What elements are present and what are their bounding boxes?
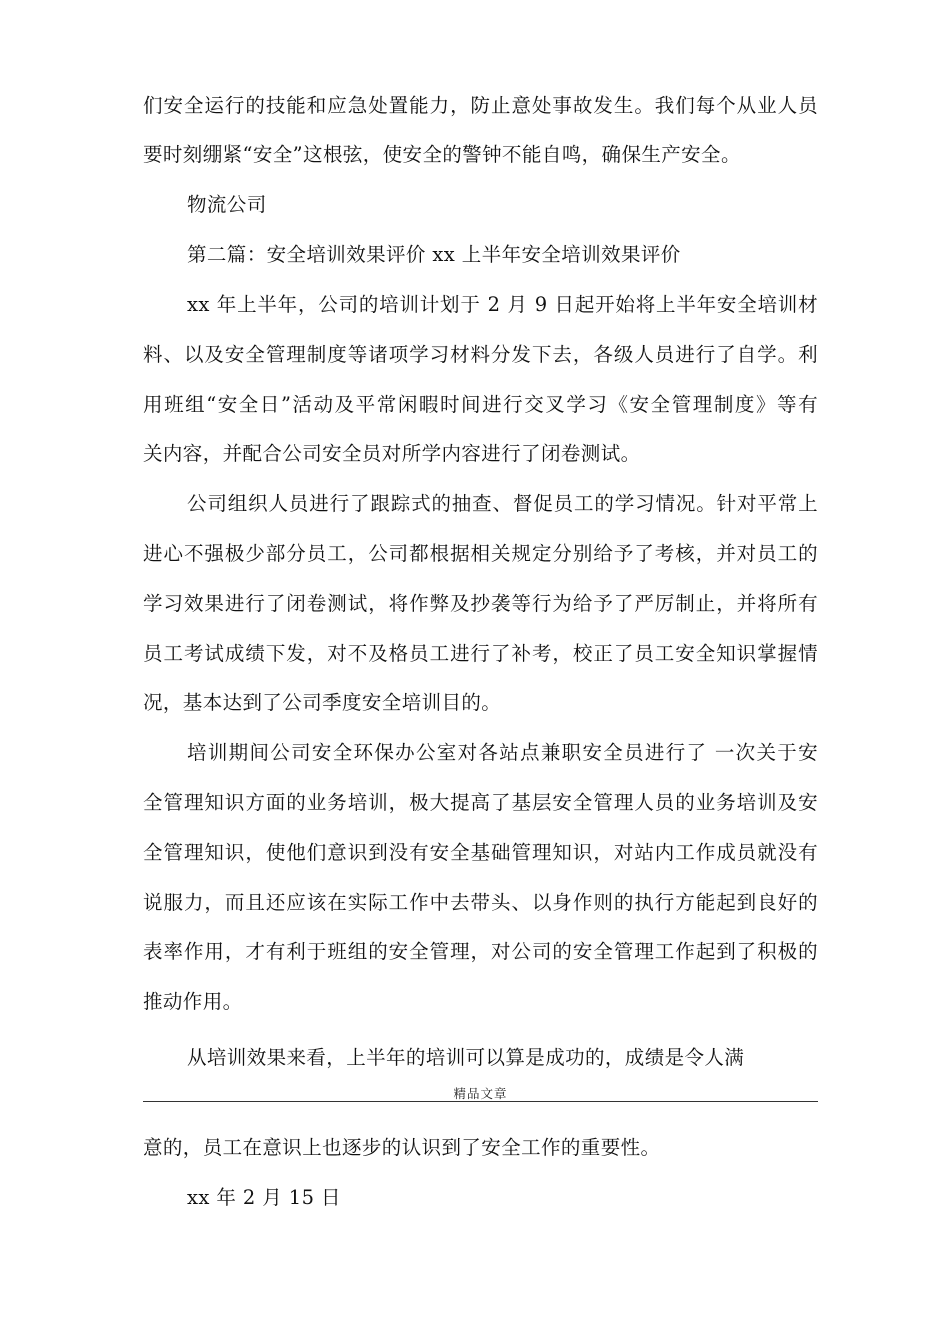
body-text-line: 推动作用。 bbox=[143, 990, 243, 1013]
body-text-line: 用班组“安全日”活动及平常闲暇时间进行交叉学习《安全管理制度》等有 bbox=[143, 393, 818, 416]
body-text-line: 进心不强极少部分员工，公司都根据相关规定分别给予了考核，并对员工的 bbox=[143, 542, 818, 565]
footer-divider bbox=[143, 1101, 818, 1102]
body-text-line: 从培训效果来看，上半年的培训可以算是成功的，成绩是令人满 bbox=[187, 1046, 745, 1069]
page-footer-label: 精品文章 bbox=[453, 1086, 508, 1101]
body-text-line: 们安全运行的技能和应急处置能力，防止意处事故发生。我们每个从业人员 bbox=[143, 94, 818, 117]
body-text-line: 表率作用，才有利于班组的安全管理，对公司的安全管理工作起到了积极的 bbox=[143, 940, 818, 963]
body-text-line: 员工考试成绩下发，对不及格员工进行了补考，校正了员工安全知识掌握情 bbox=[143, 642, 818, 665]
body-text-line: xx 年上半年，公司的培训计划于 2 月 9 日起开始将上半年安全培训材 bbox=[187, 293, 818, 316]
section-title: 第二篇：安全培训效果评价 xx 上半年安全培训效果评价 bbox=[187, 243, 681, 266]
body-text-line: 关内容，并配合公司安全员对所学内容进行了闭卷测试。 bbox=[143, 442, 641, 465]
body-text-line: 说服力，而且还应该在实际工作中去带头、以身作则的执行方能起到良好的 bbox=[143, 891, 818, 914]
body-text-line: 公司组织人员进行了跟踪式的抽查、督促员工的学习情况。针对平常上 bbox=[187, 492, 818, 515]
body-text-line: 全管理知识方面的业务培训，极大提高了基层安全管理人员的业务培训及安 bbox=[143, 791, 818, 814]
body-text-line: 料、以及安全管理制度等诸项学习材料分发下去，各级人员进行了自学。利 bbox=[143, 343, 818, 366]
body-text-line: 培训期间公司安全环保办公室对各站点兼职安全员进行了 一次关于安 bbox=[187, 741, 818, 764]
body-text-line: 学习效果进行了闭卷测试，将作弊及抄袭等行为给予了严厉制止，并将所有 bbox=[143, 592, 818, 615]
document-date: xx 年 2 月 15 日 bbox=[187, 1186, 341, 1209]
body-text-line: 意的，员工在意识上也逐步的认识到了安全工作的重要性。 bbox=[143, 1136, 661, 1159]
body-text-line: 况，基本达到了公司季度安全培训目的。 bbox=[143, 691, 502, 714]
body-text-line: 全管理知识，使他们意识到没有安全基础管理知识，对站内工作成员就没有 bbox=[143, 841, 818, 864]
body-text-line: 要时刻绷紧“安全”这根弦，使安全的警钟不能自鸣，确保生产安全。 bbox=[143, 143, 741, 166]
signature: 物流公司 bbox=[187, 193, 267, 216]
